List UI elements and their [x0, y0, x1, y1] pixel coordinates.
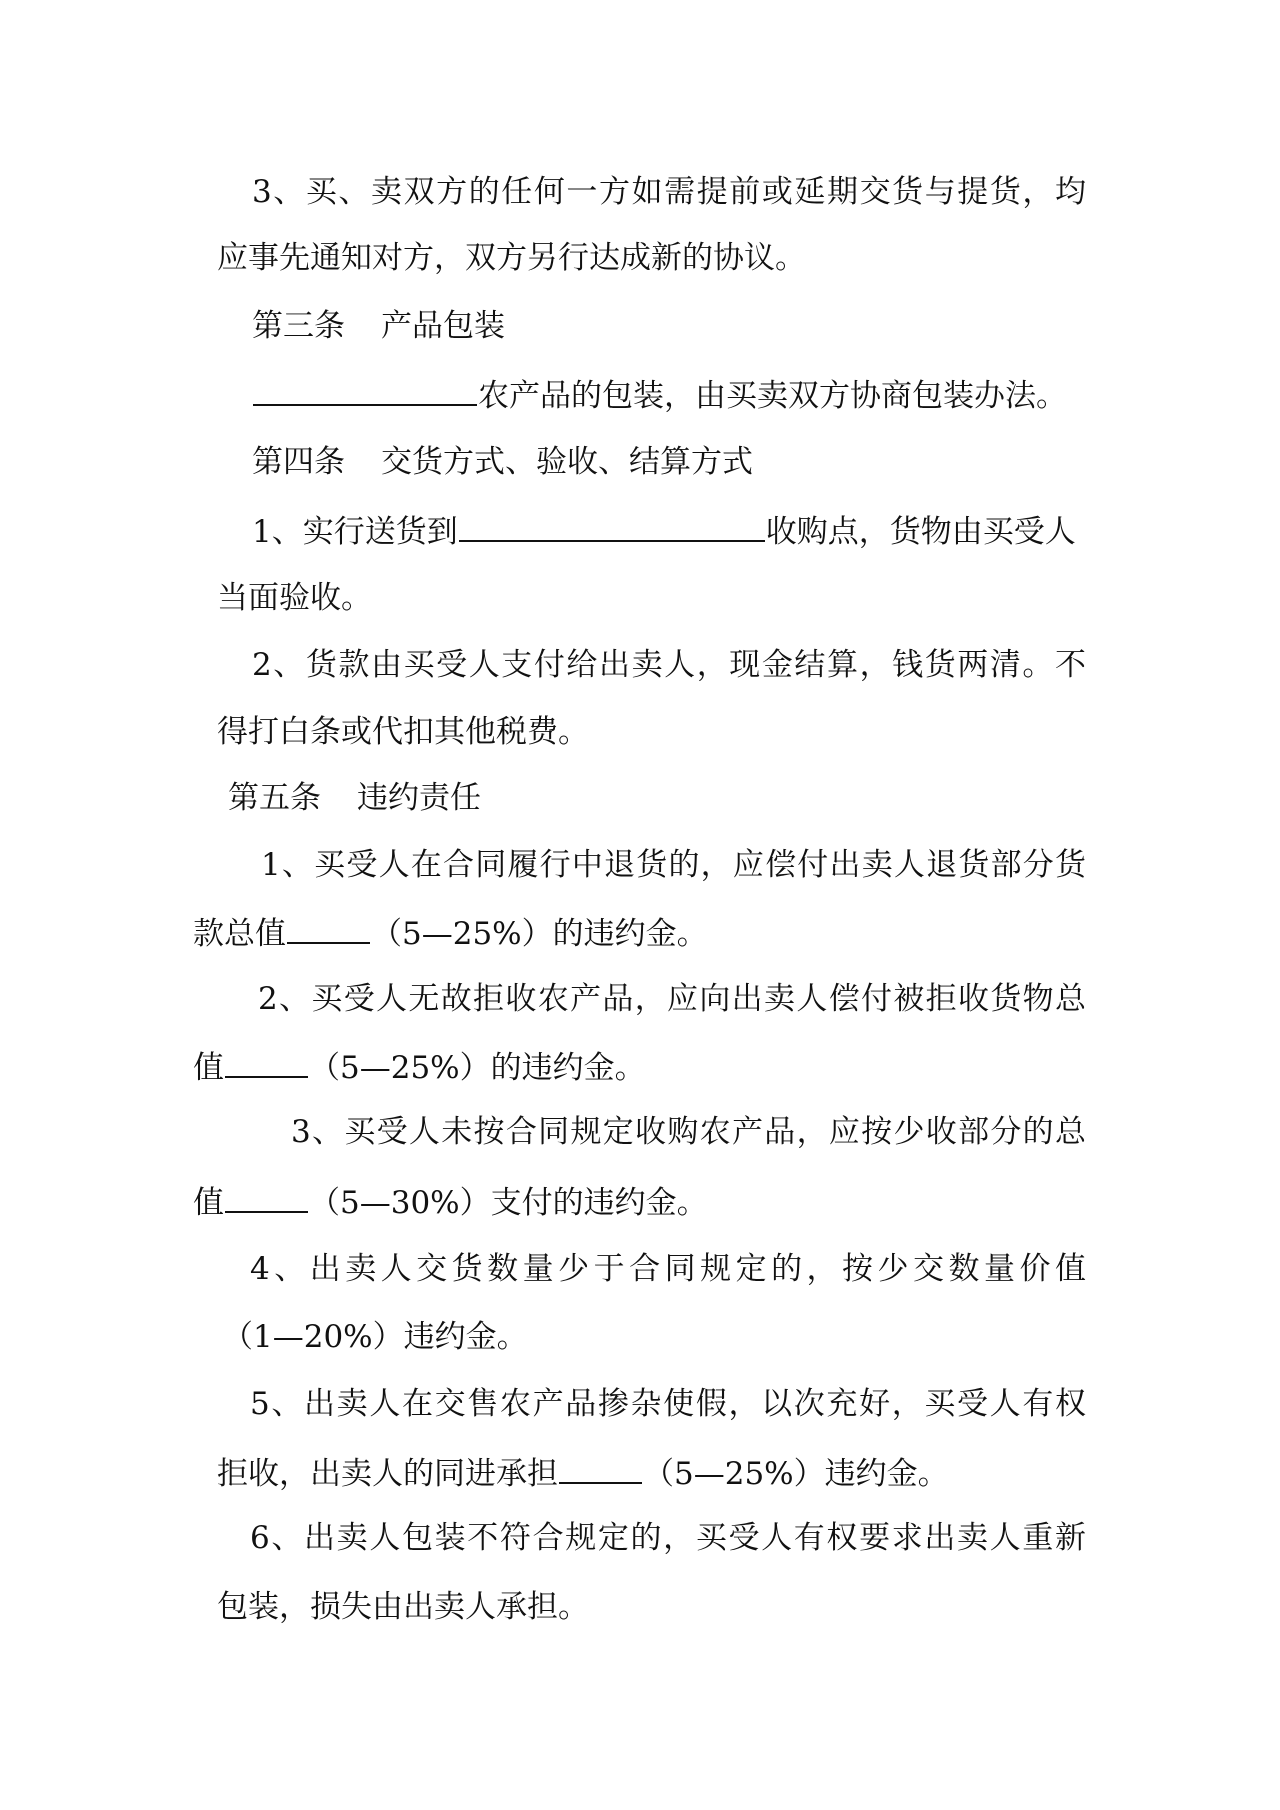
fill-in-blank[interactable] [459, 510, 765, 542]
fill-in-blank[interactable] [253, 374, 477, 406]
article-number: 第四条 [252, 444, 345, 480]
article-5-heading [228, 778, 481, 818]
text-before-blank: 款总值 [193, 916, 286, 952]
article-3-heading [252, 306, 505, 346]
article-5-item-5-line-1: 5、出卖人在交售农产品掺杂使假，以次充好，买受人有权 [250, 1386, 1086, 1422]
fill-in-blank[interactable] [225, 1181, 308, 1213]
article-4-item-1-line-1 [252, 510, 1076, 550]
article-5-item-4-line-2: （1—20%）违约金。 [222, 1319, 528, 1355]
article-4-item-1-line-2: 当面验收。 [217, 580, 372, 616]
text-before-blank: 拒收，出卖人的同进承担 [217, 1456, 558, 1492]
fill-in-blank[interactable] [225, 1046, 308, 1078]
article-4-item-2-line-1: 2、货款由买受人支付给出卖人，现金结算，钱货两清。不 [252, 647, 1086, 683]
clause-2-item-3-line-2: 应事先通知对方，双方另行达成新的协议。 [217, 240, 806, 276]
text-before-blank: 值 [193, 1050, 224, 1086]
article-5-item-1-line-1: 1、买受人在合同履行中退货的，应偿付出卖人退货部分货 [261, 847, 1086, 883]
text-after-blank: （5—25%）的违约金。 [309, 1050, 646, 1086]
packaging-text: 农产品的包装，由买卖双方协商包装办法。 [478, 378, 1067, 414]
article-5-item-6-line-2: 包装，损失由出卖人承担。 [217, 1589, 589, 1625]
article-5-item-6-line-1: 6、出卖人包装不符合规定的，买受人有权要求出卖人重新 [250, 1520, 1086, 1556]
article-5-item-5-line-2 [217, 1452, 949, 1492]
text-before-blank: 1、实行送货到 [252, 514, 458, 550]
article-5-item-1-line-2 [193, 912, 708, 952]
article-title: 交货方式、验收、结算方式 [381, 444, 753, 480]
fill-in-blank[interactable] [559, 1452, 642, 1484]
article-4-item-2-line-2: 得打白条或代扣其他税费。 [217, 714, 589, 750]
text-after-blank: （5—30%）支付的违约金。 [309, 1185, 708, 1221]
article-5-item-3-line-1: 3、买受人未按合同规定收购农产品，应按少收部分的总 [291, 1114, 1086, 1150]
article-number: 第五条 [228, 780, 321, 816]
article-5-item-2-line-2 [193, 1046, 646, 1086]
text-after-blank: （5—25%）的违约金。 [371, 916, 708, 952]
text-after-blank: （5—25%）违约金。 [643, 1456, 949, 1492]
packaging-line [252, 374, 1067, 414]
text-before-blank: 值 [193, 1185, 224, 1221]
article-number: 第三条 [252, 308, 345, 344]
article-title: 违约责任 [357, 780, 481, 816]
article-title: 产品包装 [381, 308, 505, 344]
text-after-blank: 收购点，货物由买受人 [765, 514, 1076, 550]
article-5-item-3-line-2 [193, 1181, 708, 1221]
article-5-item-4-line-1: 4、出卖人交货数量少于合同规定的，按少交数量价值 [250, 1251, 1086, 1287]
clause-2-item-3-line-1: 3、买、卖双方的任何一方如需提前或延期交货与提货，均 [252, 174, 1086, 210]
article-4-heading [252, 442, 753, 482]
fill-in-blank[interactable] [287, 912, 370, 944]
article-5-item-2-line-1: 2、买受人无故拒收农产品，应向出卖人偿付被拒收货物总 [258, 981, 1086, 1017]
